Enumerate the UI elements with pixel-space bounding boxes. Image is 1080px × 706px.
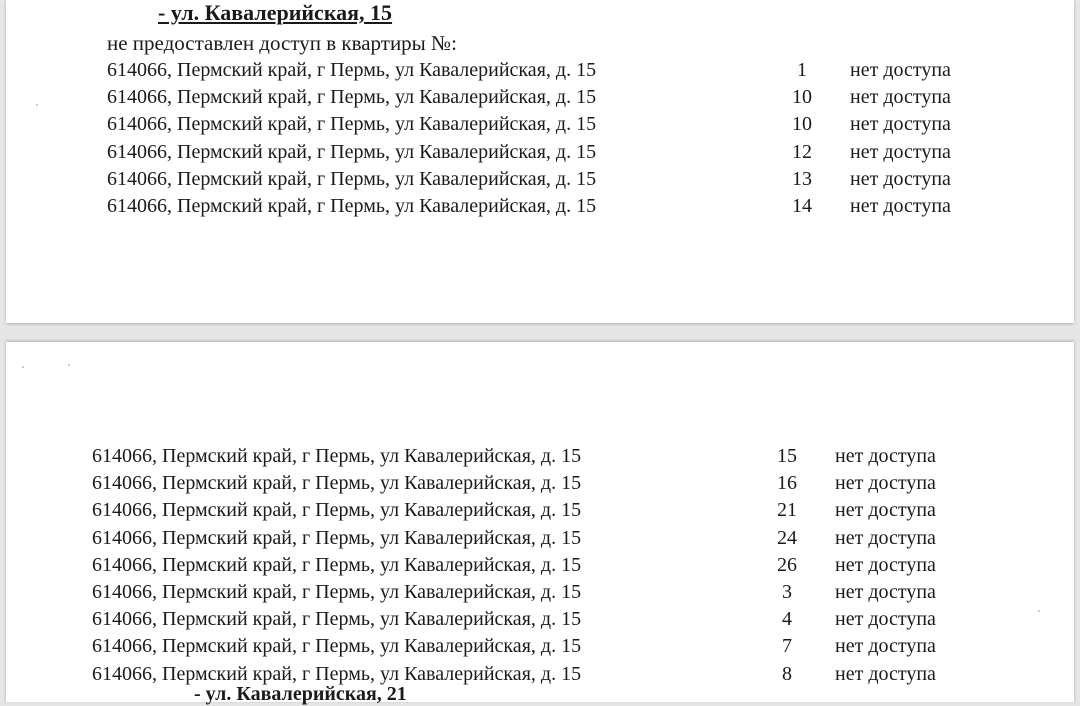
scan-speck (1038, 610, 1040, 612)
apartment-number: 16 (777, 472, 797, 495)
address-text: 614066, Пермский край, г Пермь, ул Кавалерийская, д. 15 (92, 635, 582, 658)
address-text: 614066, Пермский край, г Пермь, ул Кавалерийская, д. 15 (107, 113, 597, 136)
address-text: 614066, Пермский край, г Пермь, ул Кавалерийская, д. 15 (92, 472, 582, 495)
apartment-number: 4 (782, 608, 792, 631)
access-status: нет доступа (850, 59, 951, 81)
access-status: нет доступа (850, 140, 951, 163)
address-text: 614066, Пермский край, г Пермь, ул Кавалерийская, д. 15 (92, 499, 582, 522)
address-text: 614066, Пермский край, г Пермь, ул Кавалерийская, д. 15 (107, 167, 597, 190)
apartment-number: 10 (792, 113, 812, 136)
section-heading: - ул. Кавалерийская, 15 (158, 0, 393, 25)
scan-speck (68, 364, 70, 366)
apartment-number: 15 (777, 445, 797, 467)
access-status: нет доступа (850, 113, 951, 136)
access-status: нет доступа (835, 608, 936, 631)
access-status: нет доступа (835, 499, 936, 522)
access-status: нет доступа (850, 86, 951, 109)
address-text: 614066, Пермский край, г Пермь, ул Кавалерийская, д. 15 (107, 140, 597, 163)
apartment-number: 1 (797, 59, 807, 81)
access-status: нет доступа (835, 662, 936, 685)
apartment-number: 24 (777, 526, 797, 549)
address-text: 614066, Пермский край, г Пермь, ул Кавалерийская, д. 15 (92, 608, 582, 631)
address-text: 614066, Пермский край, г Пермь, ул Кавалерийская, д. 15 (92, 662, 582, 685)
scan-speck (22, 366, 24, 368)
address-text: 614066, Пермский край, г Пермь, ул Кавалерийская, д. 15 (107, 86, 597, 109)
apartment-number: 14 (792, 194, 812, 217)
address-text: 614066, Пермский край, г Пермь, ул Кавалерийская, д. 15 (92, 580, 582, 603)
section-subheading: не предоставлен доступ в квартиры №: (107, 31, 457, 55)
access-status: нет доступа (835, 526, 936, 549)
access-status: нет доступа (835, 553, 936, 576)
apartment-number: 7 (782, 635, 792, 658)
address-text: 614066, Пермский край, г Пермь, ул Кавалерийская, д. 15 (92, 553, 582, 576)
apartment-number: 26 (777, 553, 797, 576)
document-page-1 (6, 0, 1074, 323)
apartment-number: 13 (792, 167, 812, 190)
apartment-number: 12 (792, 140, 812, 163)
access-status: нет доступа (835, 445, 936, 467)
apartment-number: 10 (792, 86, 812, 109)
apartment-number: 3 (782, 580, 792, 603)
next-section-heading-cutoff: - ул. Кавалерийская, 21 (194, 683, 407, 705)
address-text: 614066, Пермский край, г Пермь, ул Кавалерийская, д. 15 (107, 194, 597, 217)
apartment-number: 21 (777, 499, 797, 522)
address-text: 614066, Пермский край, г Пермь, ул Кавалерийская, д. 15 (92, 526, 582, 549)
address-text: 614066, Пермский край, г Пермь, ул Кавалерийская, д. 15 (107, 59, 597, 81)
access-status: нет доступа (835, 472, 936, 495)
address-text: 614066, Пермский край, г Пермь, ул Кавалерийская, д. 15 (92, 445, 582, 467)
access-status: нет доступа (835, 580, 936, 603)
access-status: нет доступа (850, 167, 951, 190)
document-page-2 (6, 342, 1074, 705)
apartment-number: 8 (782, 662, 792, 685)
access-status: нет доступа (835, 635, 936, 658)
access-status: нет доступа (850, 194, 951, 217)
scan-speck (36, 104, 38, 106)
